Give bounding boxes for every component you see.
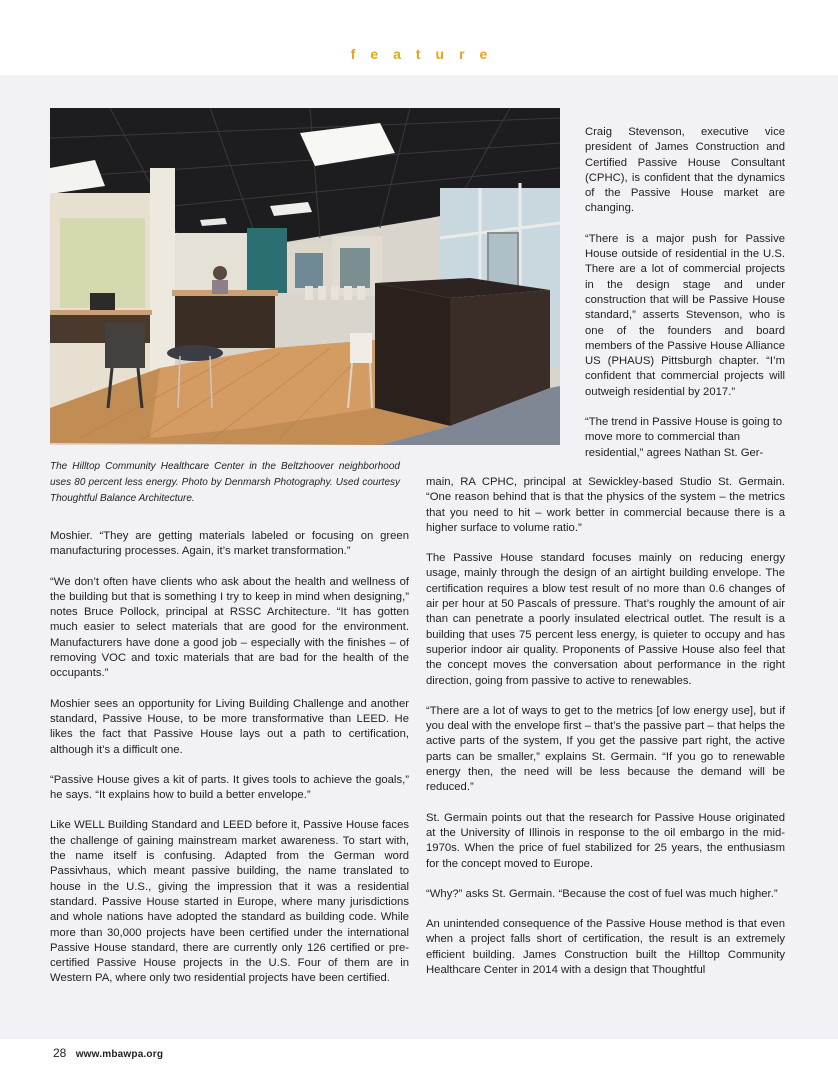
paragraph: “The trend in Passive House is going to move more to commercial than residential,” agrees Nathan St. Ger- [585, 416, 783, 459]
paragraph: “There are a lot of ways to get to the metrics [of low energy use], but if you deal with the envelope first – that’s the passive part – that helps the active parts of the system, If you get the passive part right, the active parts can be smaller,” explains St. Germain. “If you go to renewable energy then, the need will be less because the demand will be reduced.” [426, 704, 785, 794]
paragraph: Craig Stevenson, executive vice president of James Construction and Certified Passive House Consultant (CPHC), is confident that the dynamics of the Passive House market are changing. [585, 126, 785, 215]
right-column-wide [426, 475, 785, 993]
section-label: feature [350, 46, 503, 62]
left-column [50, 529, 409, 1002]
paragraph: An unintended consequence of the Passive House method is that even when a project falls short of certification, the result is an extremely efficient building. James Construction built the Hilltop Community Healthcare Center in 2014 with a design that Thoughtful [426, 918, 785, 977]
paragraph: The Passive House standard focuses mainly on reducing energy usage, mainly through the design of an airtight building envelope. The certification requires a blow test result of no more than 0.6 changes of air per hour at 50 Pascals of pressure. That’s roughly the amount of air than can penetrate a poorly insulated electrical outlet. The result is a building that uses 75 percent less energy, is quieter to occupy and has superior indoor air quality. Proponents of Passive House also feel that the concept moves the conversation about performance in the right direction, going from passive to active to renewables. [426, 552, 785, 687]
paragraph: “Why?” asks St. Germain. “Because the cost of fuel was much higher.” [426, 887, 778, 900]
page-footer [53, 1046, 163, 1060]
paragraph: “Passive House gives a kit of parts. It gives tools to achieve the goals,” he says. “It explains how to build a better envelope.” [50, 773, 409, 802]
article-photo [50, 108, 560, 445]
website-link[interactable]: www.mbawpa.org [75, 1049, 164, 1060]
right-column-top [585, 125, 785, 461]
paragraph: Moshier. “They are getting materials labeled or focusing on green manufacturing processes. Again, it’s market transformation.” [50, 530, 409, 558]
photo-caption: The Hilltop Community Healthcare Center in the Beltzhoover neighborhood uses 80 percent less energy. Photo by Denmarsh Photography. Used courtesy Thoughtful Balance Architecture. [50, 461, 400, 504]
paragraph: “We don’t often have clients who ask about the health and wellness of the building but that is something I try to keep in mind when designing,” notes Bruce Pollock, principal at RSSC Architecture. “It has gotten much easier to select materials that are good for the environment. Manufacturers have done a good job – especially with the finishes – of removing VOC and toxic materials that are bad for the health of the occupants.” [50, 575, 409, 680]
paragraph: “There is a major push for Passive House outside of residential in the U.S. There are a lot of commercial projects in the design stage and under construction that will be Passive House standard,” asserts Stevenson, who is one of the founders and board members of the Passive House Alliance US (PHAUS) Pittsburgh chapter. “I’m confident that commercial projects will outweigh residential by 2017.” [585, 232, 785, 398]
paragraph: Like WELL Building Standard and LEED before it, Passive House faces the challenge of gaining mainstream market awareness. To start with, the name itself is confusing. Adapted from the German word Passivhaus, which meant passive building, the name translated to house in the U.S., giving the impression that it was a residential standard. Passive House started in Europe, where many jurisdictions and whole nations have adopted the standard as building code. While more than 30,000 projects have been certified under the international Passive House standard, there are currently only 126 certified or pre-certified Passive House projects in the U.S. Four of them are in Western PA, where only two residential projects have been certified. [50, 819, 409, 985]
paragraph: St. Germain points out that the research for Passive House originated at the University of Illinois in response to the oil embargo in the mid-1970s. When the price of fuel stabilized for 25 years, the enthusiasm for the concept moved to Europe. [426, 811, 785, 870]
page-number: 28 [53, 1046, 67, 1060]
paragraph: main, RA CPHC, principal at Sewickley-based Studio St. Germain. “One reason behind that is that the physics of the system – the metrics that you need to hit – work better in commercial because there is a higher surface to volume ratio.” [426, 476, 785, 534]
paragraph: Moshier sees an opportunity for Living Building Challenge and another standard, Passive House, to be more transformative than LEED. He likes the fact that Passive House lays out a path to certification, although it’s a difficult one. [50, 697, 409, 756]
